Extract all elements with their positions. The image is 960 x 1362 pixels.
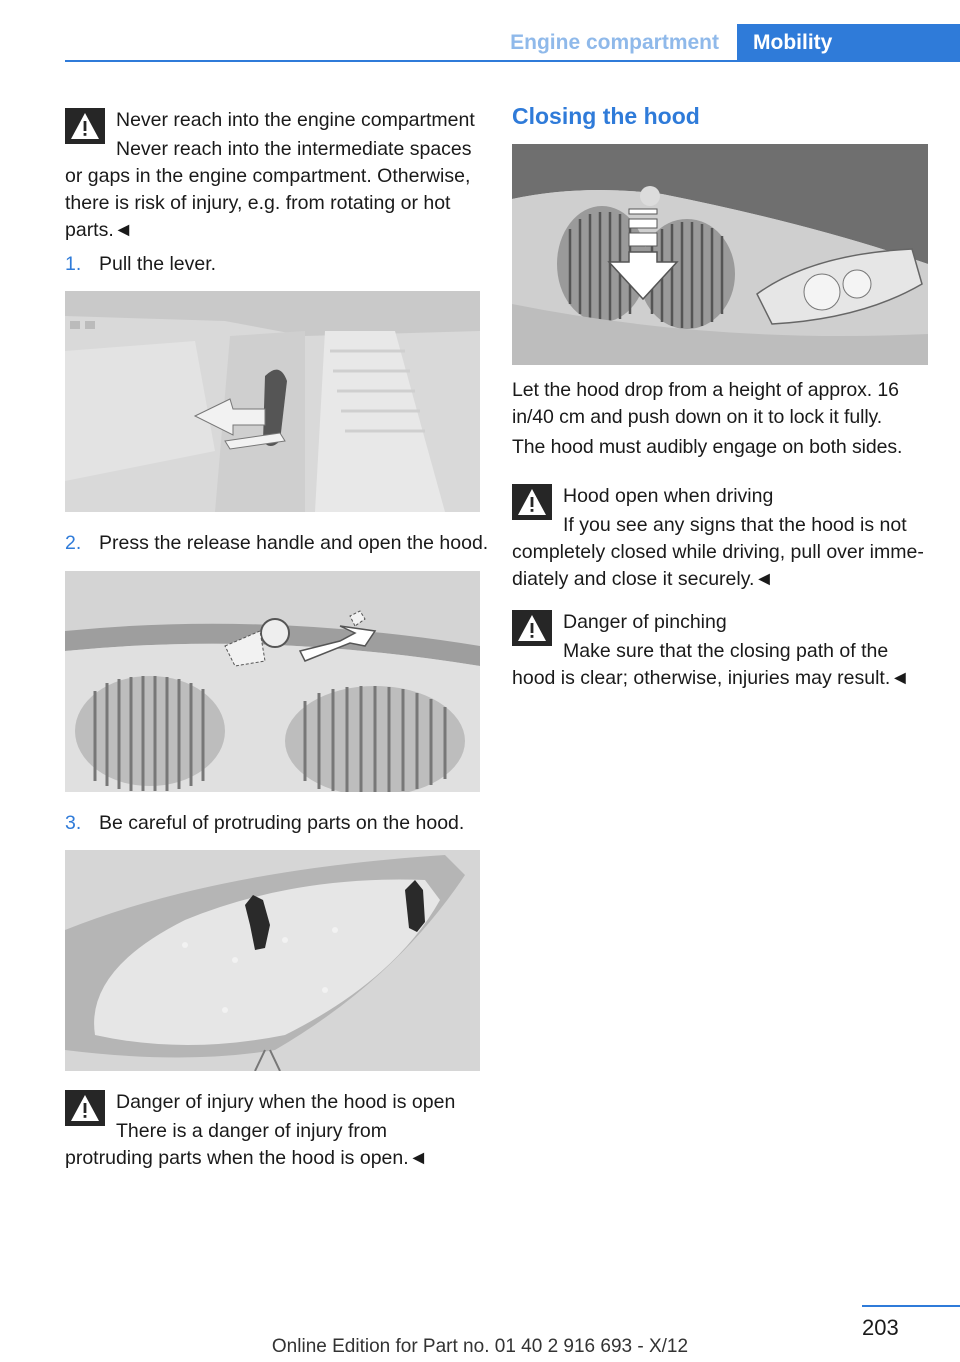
figure-closing-hood	[512, 144, 928, 365]
step-number: 2.	[65, 532, 82, 554]
header-divider	[65, 60, 960, 62]
warning-title: Hood open when driving	[563, 485, 774, 507]
page-number-divider	[862, 1305, 960, 1307]
warning-title: Danger of injury when the hood is open	[116, 1091, 456, 1113]
header-chapter-tab: Mobility	[737, 24, 960, 62]
paragraph-hood-drop: Let the hood drop from a height of approx. 16 in/40 cm and push down on it to lock it fully.	[512, 379, 899, 428]
paragraph-audible-engage: The hood must audibly engage on both sides.	[512, 436, 903, 458]
warning-body: There is a danger of injury from protruding parts when the hood is open.◄	[65, 1120, 428, 1169]
warning-title: Danger of pinching	[563, 611, 727, 633]
figure-hood-release-handle	[65, 571, 480, 792]
step-number: 1.	[65, 253, 82, 275]
step-text: Press the release handle and open the hood.	[99, 532, 489, 554]
step-text: Pull the lever.	[99, 253, 217, 275]
figure-hood-release-lever	[65, 291, 480, 512]
warning-body: Never reach into the intermediate spaces or gaps in the engine compartment. Otherwise, there is risk of injury, e.g. from rotating or hot parts.◄	[65, 138, 472, 241]
warning-title: Never reach into the engine compartment	[116, 109, 475, 131]
footer-edition: Online Edition for Part no. 01 40 2 916 693 - X/12	[271, 1336, 689, 1357]
warning-body: If you see any signs that the hood is not completely closed while driving, pull over imme‐diately and close it securely.◄	[512, 514, 924, 590]
step-text: Be careful of protruding parts on the hood.	[99, 812, 465, 834]
page-number: 203	[862, 1315, 899, 1340]
step-number: 3.	[65, 812, 82, 834]
figure-open-hood	[65, 850, 480, 1071]
header-section-title: Engine compartment	[510, 31, 719, 54]
section-heading-closing-hood: Closing the hood	[512, 103, 700, 129]
warning-body: Make sure that the closing path of the hood is clear; otherwise, injuries may result.◄	[512, 640, 910, 689]
